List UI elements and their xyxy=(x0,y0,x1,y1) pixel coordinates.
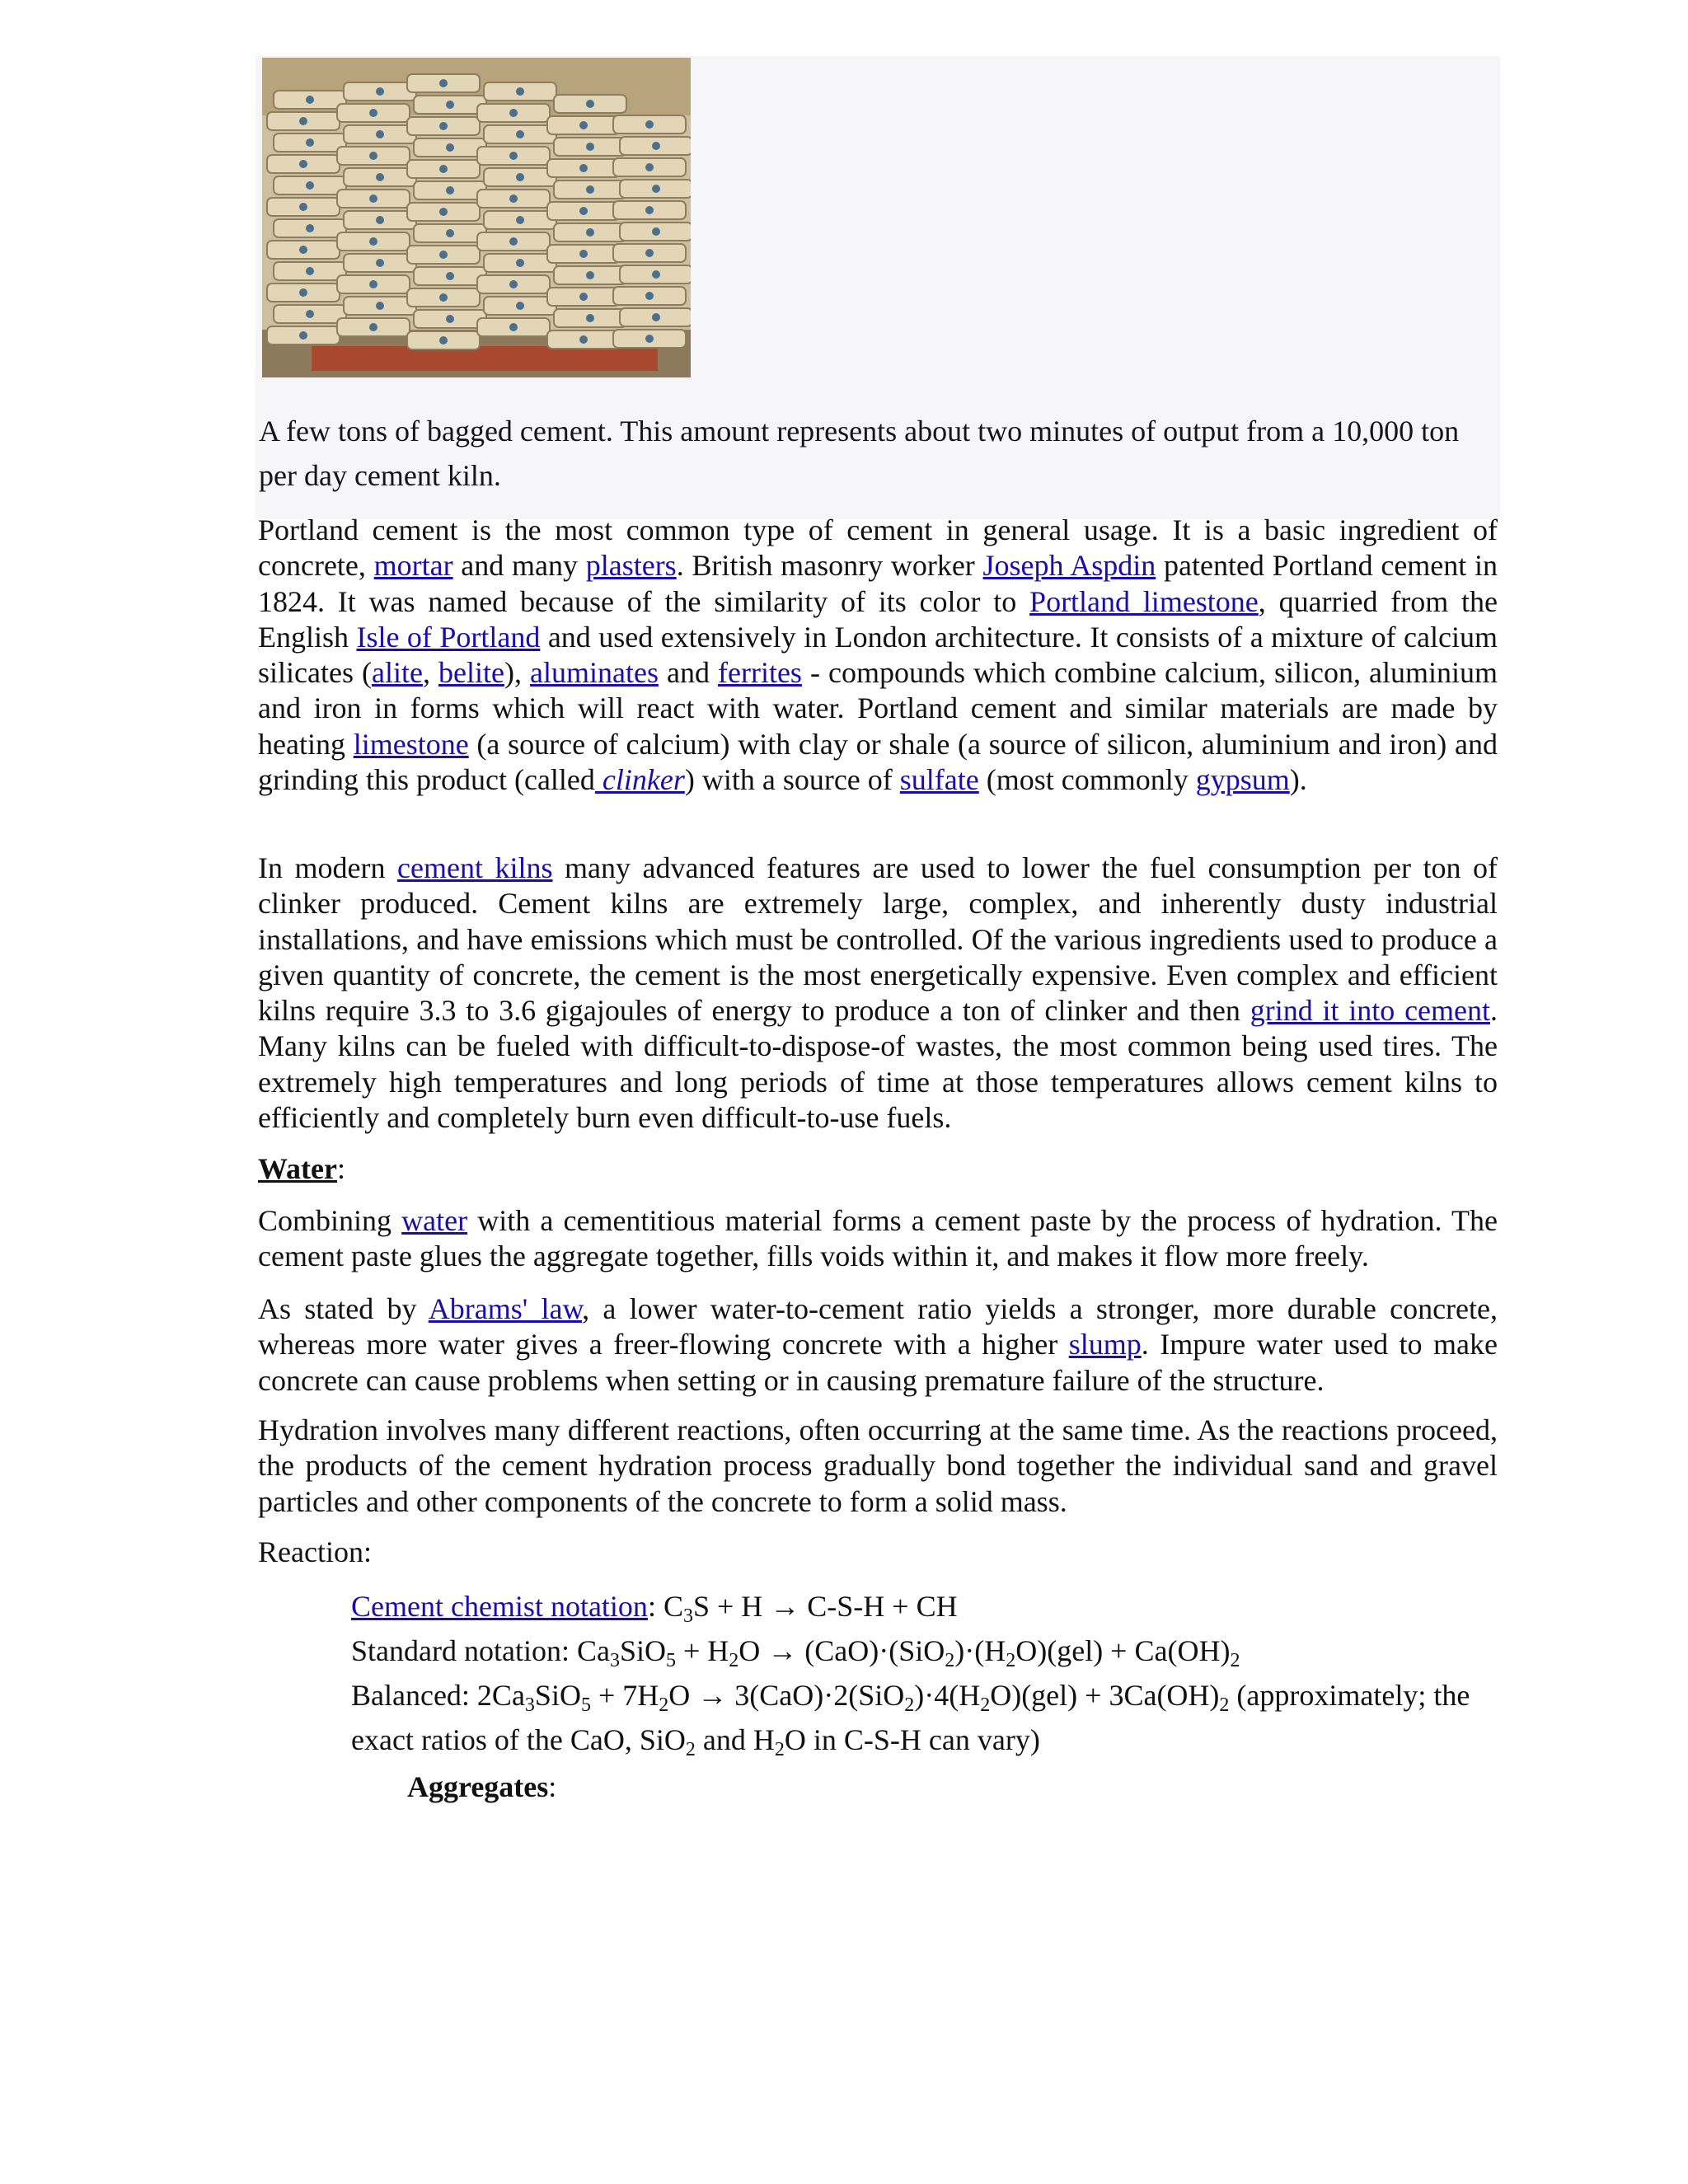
subscript: 3 xyxy=(524,1694,535,1716)
hydration-text: Hydration involves many different reactions, often occurring at the same time. As the reactions proceed, the products of the cement hydration process gradually bond together the individual sand and gravel particles and other components of the concrete to form a solid mass. xyxy=(258,1413,1498,1518)
bag-logo xyxy=(299,117,307,125)
subscript: 2 xyxy=(1006,1650,1016,1671)
bag-logo xyxy=(369,280,377,288)
text: In modern xyxy=(258,851,398,884)
bag-logo xyxy=(579,164,588,172)
bag-logo xyxy=(579,121,588,129)
subscript: 3 xyxy=(609,1650,620,1671)
text: ) with a source of xyxy=(684,763,900,797)
text: SiO xyxy=(619,1634,666,1667)
bag-logo xyxy=(652,270,660,279)
subscript: 2 xyxy=(729,1650,739,1671)
link-alite[interactable]: alite xyxy=(371,656,423,690)
heading-colon: : xyxy=(336,1152,345,1185)
bag-logo xyxy=(579,293,588,301)
bag-logo xyxy=(516,130,524,138)
bag-logo xyxy=(299,331,307,340)
bag-logo xyxy=(439,293,448,302)
text: SiO xyxy=(534,1679,581,1712)
bag-logo xyxy=(306,310,314,318)
text: As stated by xyxy=(258,1292,429,1325)
bag-logo xyxy=(579,250,588,258)
bag-logo xyxy=(645,206,654,214)
text: (a source of calcium) with clay or shale (a source of silicon, aluminium and iron) and grinding this product (called xyxy=(258,727,1498,797)
text: Portland cement is the most common type of cement in general usage. It is a basic ingredient of concrete, xyxy=(258,513,1498,583)
bag-logo xyxy=(439,79,448,87)
paragraph-hydration xyxy=(258,1413,1498,1520)
text: - compounds which combine calcium, silicon, aluminium and iron in forms which will react with water. Portland cement and similar materials are made by heating xyxy=(258,656,1498,761)
bag-logo xyxy=(376,173,384,181)
link-abrams-law[interactable]: Abrams' law xyxy=(428,1292,583,1325)
link-limestone[interactable]: limestone xyxy=(353,727,469,761)
bag-logo xyxy=(516,302,524,310)
text: O in C-S-H can vary) xyxy=(784,1723,1040,1756)
text: ), xyxy=(504,656,530,690)
subscript: 2 xyxy=(659,1694,669,1716)
bag-logo xyxy=(439,165,448,173)
bag-logo xyxy=(299,160,307,168)
text: and used extensively in London architecture. It consists of a mixture of calcium silicates ( xyxy=(258,620,1498,690)
link-slump[interactable]: slump xyxy=(1068,1328,1142,1361)
heading-colon: : xyxy=(548,1770,557,1803)
text: . Many kilns can be fueled with difficult-to-dispose-of wastes, the most common being used tires. The extremely high temperatures and long periods of time at those temperatures allows cement kilns to efficiently and completely burn even difficult-to-use fuels. xyxy=(258,994,1498,1135)
subscript: 2 xyxy=(1230,1650,1240,1671)
link-gypsum[interactable]: gypsum xyxy=(1195,763,1290,797)
subscript: 5 xyxy=(665,1650,676,1671)
bag-logo xyxy=(306,138,314,147)
bag-logo xyxy=(509,237,518,246)
bag-logo xyxy=(652,227,660,236)
text: Balanced: 2Ca xyxy=(351,1679,525,1712)
subscript: 5 xyxy=(580,1694,591,1716)
reaction-cement-chemist-notation xyxy=(351,1584,1505,1629)
link-joseph-aspdin[interactable]: Joseph Aspdin xyxy=(982,549,1156,583)
link-cement-kilns[interactable]: cement kilns xyxy=(397,851,553,884)
bag-logo xyxy=(439,336,448,344)
bag-logo xyxy=(586,143,594,151)
text: O)(gel) + Ca(OH) xyxy=(1015,1634,1231,1667)
bag-logo xyxy=(586,228,594,237)
bag-logo xyxy=(376,216,384,224)
text: , a lower water-to-cement ratio yields a stronger, more durable concrete, whereas more water gives a freer-flowing concrete with a higher xyxy=(258,1292,1498,1361)
text: Combining xyxy=(258,1204,402,1237)
bag-logo xyxy=(369,194,377,203)
bag-logo xyxy=(645,249,654,257)
heading-aggregates xyxy=(407,1769,556,1805)
bag-logo xyxy=(509,152,518,160)
figure-caption: A few tons of bagged cement. This amount represents about two minutes of output from a 10,000 ton per day cement kiln. xyxy=(259,415,1460,492)
subscript: 2 xyxy=(945,1650,955,1671)
bag-logo xyxy=(586,100,594,108)
text: many advanced features are used to lower the fuel consumption per ton of clinker produced. Cement kilns are extremely large, complex, and inherently dusty industrial installations, and have emissions which must be controlled. Of the various ingredients used to produce a given quantity of concrete, the cement is the most energetically expensive. Even complex and efficient kilns require 3.3 to 3.6 gigajoules of energy to produce a ton of clinker and then xyxy=(258,851,1498,1028)
text: O)(gel) + 3Ca(OH) xyxy=(990,1679,1220,1712)
text: + 7H xyxy=(590,1679,659,1712)
link-clinker[interactable]: clinker xyxy=(594,763,685,797)
bag-logo xyxy=(446,315,454,323)
reaction-balanced xyxy=(351,1673,1505,1762)
bag-logo xyxy=(446,229,454,237)
bag-logo xyxy=(446,101,454,109)
bag-logo xyxy=(439,122,448,130)
text: , xyxy=(422,656,438,690)
link-sulfate[interactable]: sulfate xyxy=(899,763,979,797)
bag-logo xyxy=(299,246,307,254)
bag-logo xyxy=(645,163,654,171)
bag-logo xyxy=(509,109,518,117)
text: ). xyxy=(1289,763,1307,797)
bag-logo xyxy=(516,173,524,181)
bag-logo xyxy=(369,109,377,117)
text: and xyxy=(658,656,718,690)
text: patented Portland cement in 1824. It was named because of the similarity of its color to xyxy=(258,549,1498,618)
figure xyxy=(256,56,1500,519)
bag-logo xyxy=(306,181,314,190)
bag-logo xyxy=(306,96,314,104)
text: Standard notation: Ca xyxy=(351,1634,610,1667)
bag-logo xyxy=(586,185,594,194)
bag-logo xyxy=(376,87,384,96)
text: + H xyxy=(675,1634,729,1667)
text: (approximately; the exact ratios of the CaO, SiO xyxy=(351,1679,1470,1756)
link-aluminates[interactable]: aluminates xyxy=(530,656,659,690)
text: S + H → C-S-H + CH xyxy=(692,1590,958,1623)
bag-logo xyxy=(509,194,518,203)
text: and H xyxy=(695,1723,775,1756)
paragraph-portland-cement xyxy=(258,513,1498,798)
bag-logo xyxy=(299,288,307,297)
text: O → 3(CaO)·2(SiO xyxy=(668,1679,905,1712)
bag-logo xyxy=(509,280,518,288)
paragraph-water xyxy=(258,1203,1498,1275)
reaction-label: Reaction: xyxy=(258,1535,372,1568)
bag-logo xyxy=(516,87,524,96)
bag-logo xyxy=(439,251,448,259)
bag-logo xyxy=(652,313,660,321)
link-ferrites[interactable]: ferrites xyxy=(718,656,802,690)
text: (most commonly xyxy=(978,763,1196,797)
link-belite[interactable]: belite xyxy=(438,656,504,690)
bag-logo xyxy=(439,208,448,216)
link-cement-chemist-notation[interactable]: Cement chemist notation xyxy=(351,1590,648,1623)
bag-logo xyxy=(509,323,518,331)
bag-logo xyxy=(586,271,594,279)
subscript: 2 xyxy=(1219,1694,1230,1716)
text: , quarried from the English xyxy=(258,584,1498,654)
link-isle-of-portland[interactable]: Isle of Portland xyxy=(356,620,541,654)
text: )·(H xyxy=(954,1634,1006,1667)
text: with a cementitious material forms a cement paste by the process of hydration. The cement paste glues the aggregate together, fills voids within it, and makes it flow more freely. xyxy=(258,1204,1498,1273)
subscript: 2 xyxy=(774,1739,785,1760)
cement-bags-image xyxy=(262,58,691,377)
text: . Impure water used to make concrete can cause problems when setting or in causing premature failure of the structure. xyxy=(258,1328,1498,1397)
bag-logo xyxy=(369,323,377,331)
subscript: 2 xyxy=(980,1694,991,1716)
subscript: 2 xyxy=(685,1739,696,1760)
subscript: 2 xyxy=(904,1694,915,1716)
text: O → (CaO)·(SiO xyxy=(738,1634,945,1667)
link-grind-it-into-cement[interactable]: grind it into cement xyxy=(1250,994,1491,1028)
bag-logo xyxy=(579,335,588,344)
bag-logo xyxy=(369,237,377,246)
link-plasters[interactable]: plasters xyxy=(585,549,677,583)
bag-logo xyxy=(446,272,454,280)
heading-water-label: Water xyxy=(258,1152,337,1185)
bag-logo xyxy=(579,207,588,215)
bag-logo xyxy=(645,335,654,343)
bag-logo xyxy=(376,302,384,310)
subscript: 3 xyxy=(682,1605,693,1627)
bag-logo xyxy=(516,259,524,267)
link-portland-limestone[interactable]: Portland limestone xyxy=(1029,584,1259,618)
text: : C xyxy=(647,1590,683,1623)
text: and many xyxy=(452,549,586,583)
bag-logo xyxy=(516,216,524,224)
paragraph-abrams-law xyxy=(258,1291,1498,1399)
text: )·4(H xyxy=(914,1679,981,1712)
bag-logo xyxy=(652,185,660,193)
bag-logo xyxy=(652,142,660,150)
bag-logo xyxy=(299,203,307,211)
text: . British masonry worker xyxy=(676,549,983,583)
bag-logo xyxy=(446,143,454,152)
bag-logo xyxy=(369,152,377,160)
bag-logo xyxy=(306,224,314,232)
link-water[interactable]: water xyxy=(401,1204,468,1237)
heading-aggregates-label: Aggregates xyxy=(407,1770,549,1803)
bag-logo xyxy=(376,259,384,267)
reaction-standard-notation xyxy=(351,1629,1505,1673)
link-mortar[interactable]: mortar xyxy=(373,549,453,583)
paragraph-cement-kilns xyxy=(258,851,1498,1136)
bag-logo xyxy=(306,267,314,275)
bag-logo xyxy=(446,186,454,194)
bag-logo xyxy=(376,130,384,138)
cement-bags-photo xyxy=(262,58,691,377)
heading-water xyxy=(258,1151,345,1187)
bag-logo xyxy=(586,314,594,322)
bag-logo xyxy=(645,120,654,129)
bag-logo xyxy=(645,292,654,300)
